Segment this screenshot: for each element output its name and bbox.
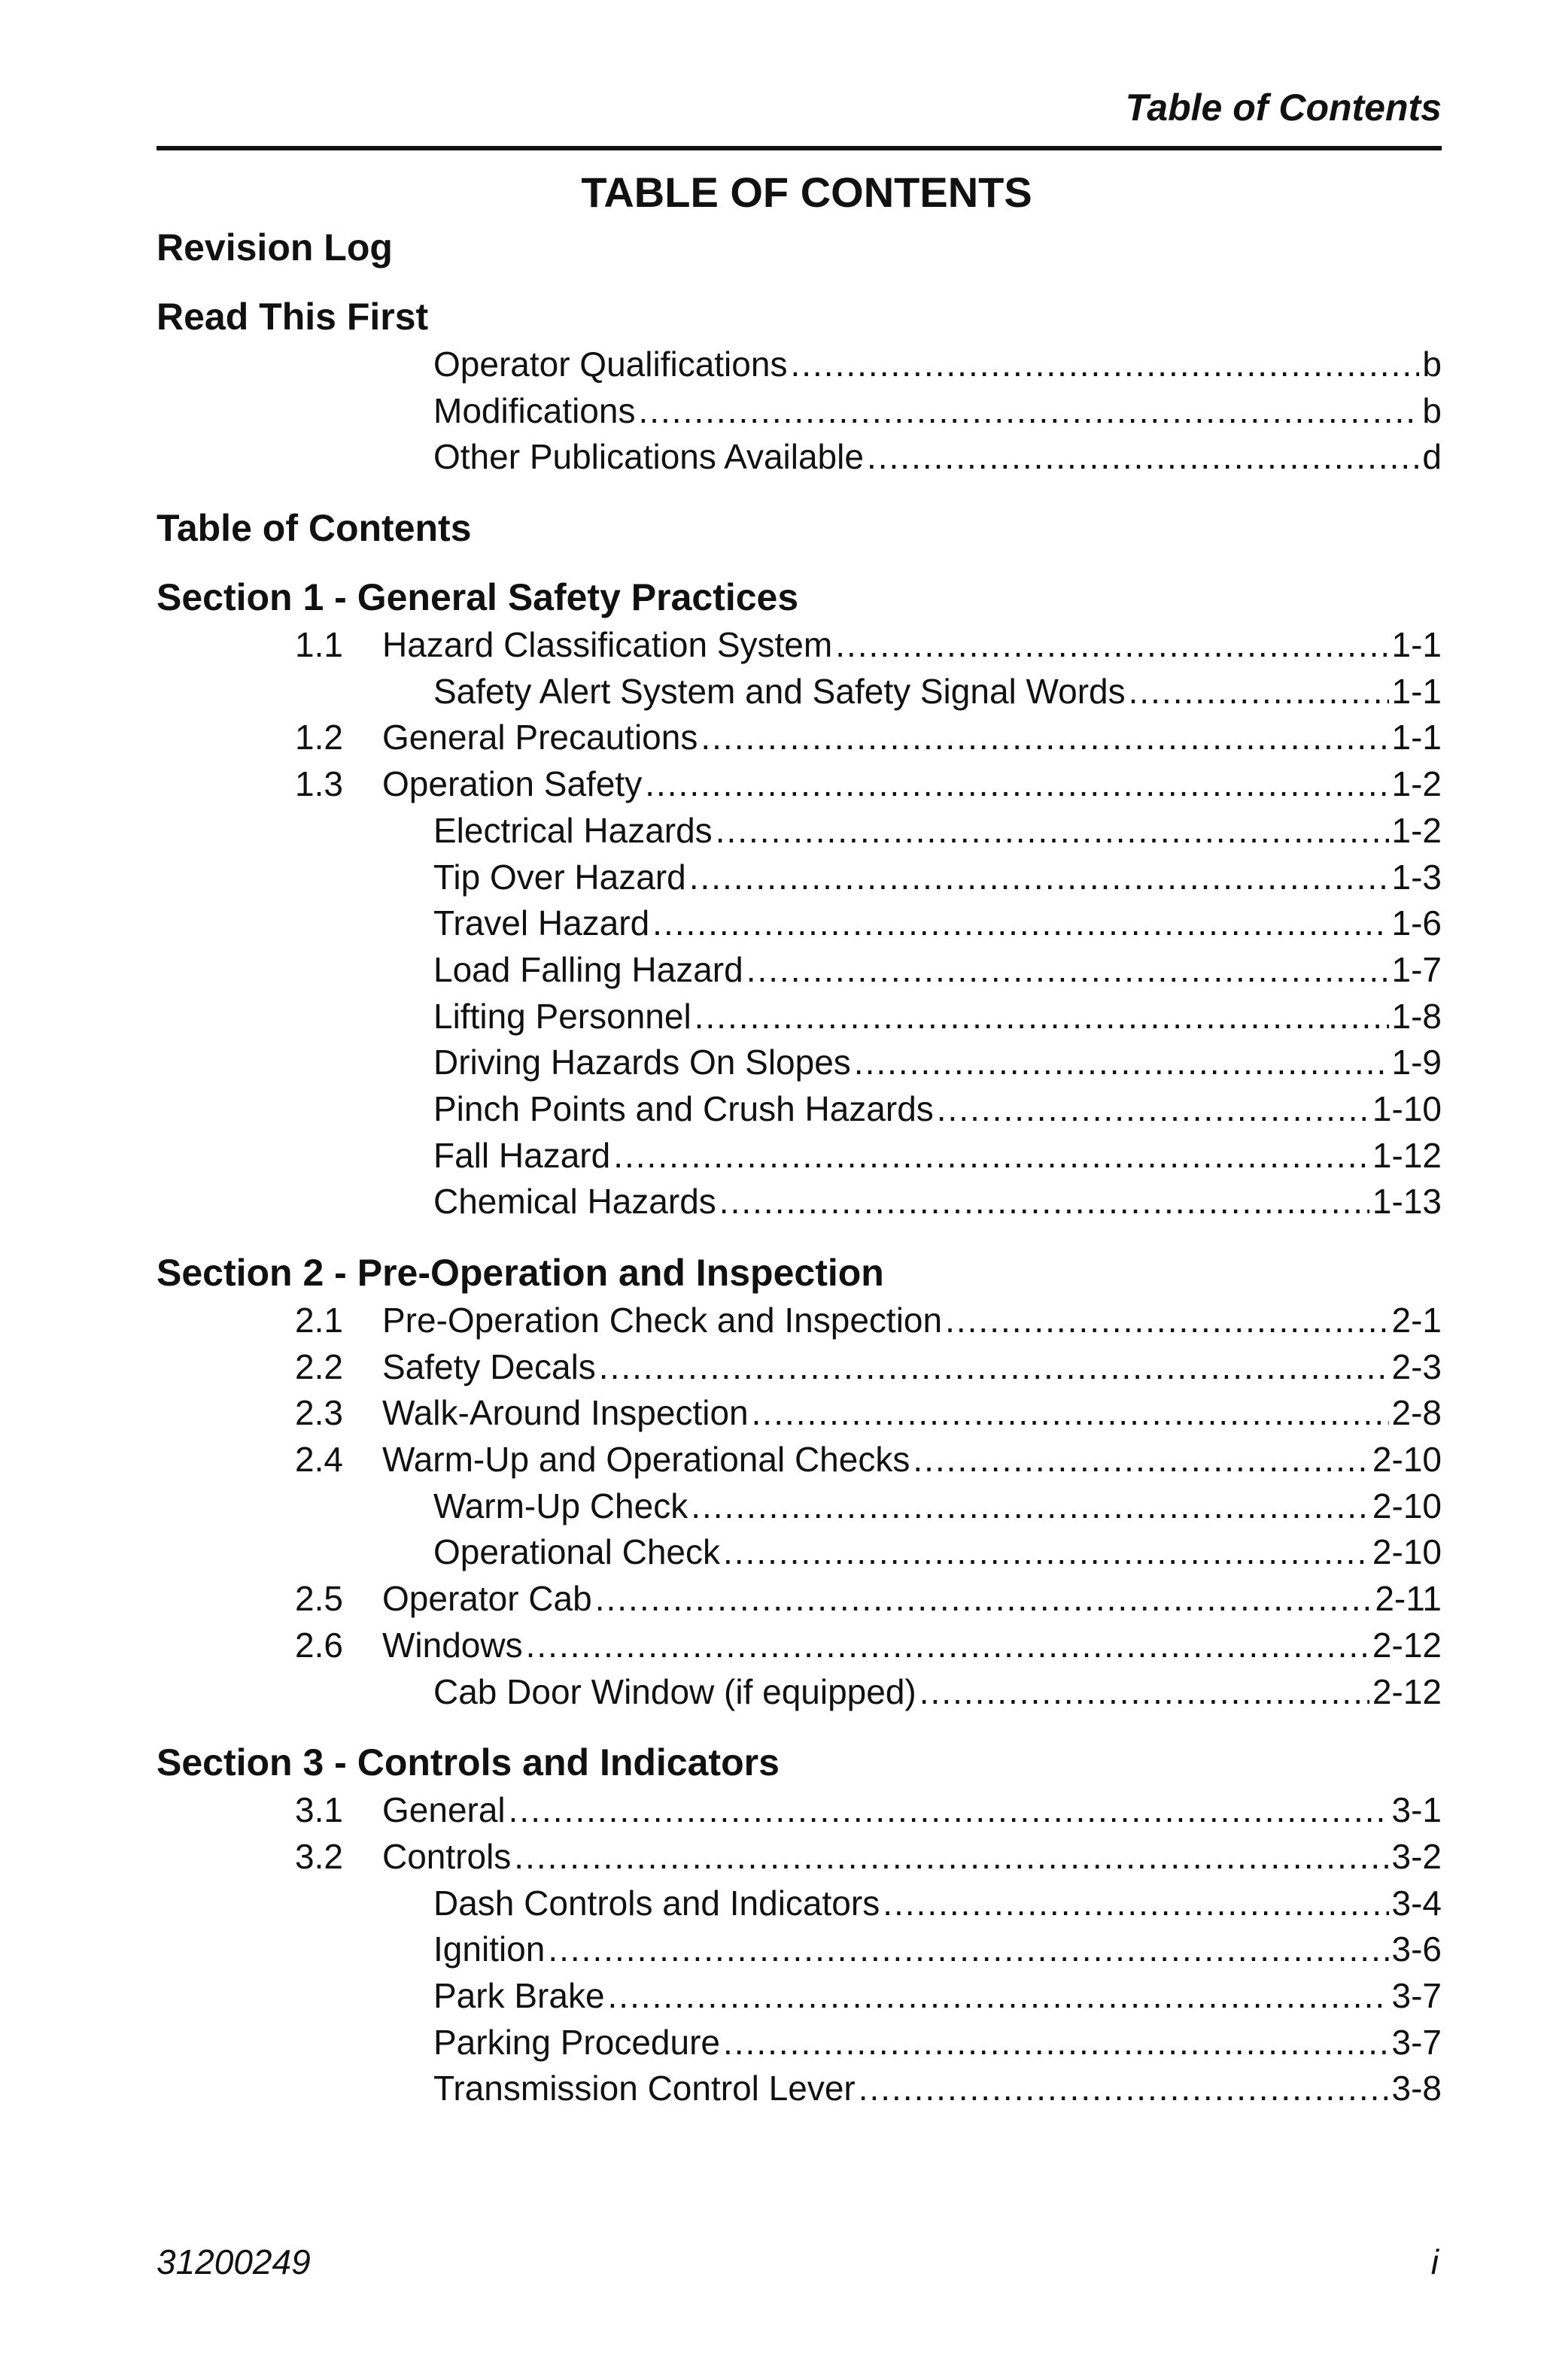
toc-entry-page: 3-6 [1391,1929,1442,1969]
toc-entry[interactable] [157,1344,1442,1391]
dot-leader [746,947,1389,994]
dot-leader [695,994,1389,1040]
header-rule [157,146,1442,150]
toc-section-heading[interactable]: Section 1 - General Safety Practices [157,576,799,619]
toc-entry-page: 1-13 [1372,1182,1442,1222]
toc-entry-page: 2-10 [1372,1440,1442,1480]
toc-entry-title: Transmission Control Lever [433,2069,856,2108]
dot-leader [790,342,1419,388]
toc-entry-title: Other Publications Available [433,437,864,477]
toc-entry[interactable] [157,1179,1442,1225]
dot-leader [835,622,1388,669]
toc-entry-number: 3.2 [295,1836,343,1876]
dot-leader [608,1973,1389,2020]
toc-entry-title: Fall Hazard [433,1135,611,1175]
toc-entry-title: Operation Safety [382,764,643,804]
toc-entry[interactable] [157,342,1442,388]
dot-leader [599,1344,1389,1391]
toc-entry-title: Cab Door Window (if equipped) [433,1671,916,1711]
toc-entry[interactable] [157,1437,1442,1483]
toc-entry[interactable] [157,1086,1442,1133]
toc-entry-page: b [1422,345,1442,384]
dot-leader [691,1483,1369,1530]
toc-entry[interactable] [157,994,1442,1040]
toc-entry[interactable] [157,2020,1442,2066]
toc-entry-title: Dash Controls and Indicators [433,1883,880,1923]
dot-leader [613,1133,1369,1179]
dot-leader [645,761,1388,808]
toc-entry-number: 2.1 [295,1301,343,1340]
toc-entry[interactable] [157,1133,1442,1179]
toc-entry[interactable] [157,388,1442,435]
dot-leader [752,1390,1389,1437]
toc-entry-list [157,1298,1442,1715]
toc-entry-title: Travel Hazard [433,903,650,943]
toc-entry-title: Walk-Around Inspection [382,1393,749,1433]
toc-entry-title: Operator Qualifications [433,345,788,384]
toc-entry[interactable] [157,1834,1442,1881]
toc-entry-title: Modifications [433,390,636,430]
toc-section-heading[interactable]: Table of Contents [157,507,472,550]
toc-entry-title: Operator Cab [382,1579,592,1619]
toc-section [157,575,1442,1225]
toc-entry-title: Electrical Hazards [433,810,713,850]
dot-leader [723,2020,1389,2066]
toc-entry[interactable] [157,1787,1442,1834]
toc-section-heading[interactable]: Section 2 - Pre-Operation and Inspection [157,1252,884,1294]
toc-entry-title: Chemical Hazards [433,1182,716,1222]
toc-entry-page: 1-9 [1391,1043,1442,1082]
dot-leader [716,808,1389,855]
dot-leader [701,715,1388,761]
dot-leader [945,1298,1388,1344]
toc-entry-list [157,342,1442,481]
toc-entry-title: Lifting Personnel [433,996,691,1036]
dot-leader [919,1669,1369,1716]
toc-section [157,295,1442,481]
toc-entry-title: Driving Hazards On Slopes [433,1043,851,1082]
page-title: TABLE OF CONTENTS [581,168,1032,216]
toc-entry[interactable] [157,1040,1442,1086]
toc-entry[interactable] [157,1669,1442,1716]
dot-leader [913,1437,1369,1483]
toc-entry-number: 1.3 [295,764,343,804]
toc-entry-page: 2-10 [1372,1532,1442,1572]
document-number: 31200249 [157,2242,311,2281]
dot-leader [859,2066,1389,2112]
toc-entry-page: 2-8 [1391,1393,1442,1433]
toc-entry-title: Windows [382,1625,523,1665]
toc-entry[interactable] [157,900,1442,947]
toc-entry-page: 1-1 [1391,671,1442,711]
toc-entry[interactable] [157,1576,1442,1623]
toc-section [157,506,1442,550]
toc-entry[interactable] [157,1529,1442,1576]
toc-section-heading[interactable]: Section 3 - Controls and Indicators [157,1741,780,1784]
toc-entry-title: Safety Alert System and Safety Signal Words [433,671,1126,711]
toc-entry[interactable] [157,1623,1442,1669]
dot-leader [652,900,1388,947]
toc-entry[interactable] [157,622,1442,669]
toc-section-heading[interactable]: Revision Log [157,226,393,269]
dot-leader [514,1834,1388,1881]
toc-entry-page: 1-2 [1391,810,1442,850]
toc-entry[interactable] [157,1881,1442,1927]
toc-entry[interactable] [157,947,1442,994]
dot-leader [638,388,1419,435]
toc-entry-title: Pinch Points and Crush Hazards [433,1088,934,1128]
dot-leader [689,855,1389,901]
toc-entry-page: 2-10 [1372,1486,1442,1525]
dot-leader [883,1881,1388,1927]
dot-leader [595,1576,1372,1623]
toc-entry-page: 2-1 [1391,1301,1442,1340]
toc-entry[interactable] [157,715,1442,761]
dot-leader [937,1086,1369,1133]
table-of-contents [157,226,1442,2112]
toc-entry-title: Warm-Up Check [433,1486,688,1525]
toc-entry[interactable] [157,1483,1442,1530]
toc-entry-number: 2.3 [295,1393,343,1433]
toc-entry-page: 1-1 [1391,718,1442,757]
toc-entry-page: 2-12 [1372,1671,1442,1711]
toc-entry-page: 3-8 [1391,2069,1442,2108]
toc-entry-page: 2-3 [1391,1346,1442,1386]
toc-entry-page: 3-7 [1391,1975,1442,2015]
toc-entry-list [157,1787,1442,2112]
toc-entry-title: General Precautions [382,718,698,757]
toc-entry-list [157,622,1442,1225]
toc-entry-page: 2-11 [1375,1579,1442,1619]
toc-entry-page: 1-7 [1391,949,1442,989]
toc-entry[interactable] [157,761,1442,808]
toc-entry-number: 1.2 [295,718,343,757]
toc-entry-number: 2.6 [295,1625,343,1665]
dot-leader [867,434,1419,481]
dot-leader [854,1040,1389,1086]
dot-leader [723,1529,1369,1576]
toc-entry-page: 3-1 [1391,1790,1442,1830]
toc-entry-title: Safety Decals [382,1346,596,1386]
toc-section [157,226,1442,269]
toc-entry-page: 1-12 [1372,1135,1442,1175]
toc-entry-page: b [1422,390,1442,430]
page-number: i [1430,2242,1439,2281]
toc-entry-page: 1-6 [1391,903,1442,943]
toc-entry-page: 1-8 [1391,996,1442,1036]
dot-leader [548,1926,1388,1973]
dot-leader [509,1787,1389,1834]
toc-entry-number: 1.1 [295,625,343,665]
toc-entry-page: 1-2 [1391,764,1442,804]
toc-entry[interactable] [157,1926,1442,1973]
toc-entry-page: 1-1 [1391,625,1442,665]
running-header-title: Table of Contents [1125,87,1442,129]
toc-entry-page: d [1422,437,1442,477]
toc-entry[interactable] [157,1298,1442,1344]
toc-entry-title: Parking Procedure [433,2022,720,2062]
toc-entry-title: General [382,1790,506,1830]
toc-entry[interactable] [157,1973,1442,2020]
toc-entry-number: 2.4 [295,1440,343,1480]
toc-entry-title: Tip Over Hazard [433,857,686,897]
toc-entry-title: Park Brake [433,1975,605,2015]
toc-entry-title: Controls [382,1836,512,1876]
toc-entry[interactable] [157,669,1442,715]
toc-entry[interactable] [157,1390,1442,1437]
toc-entry-number: 2.5 [295,1579,343,1619]
toc-entry-page: 1-10 [1372,1088,1442,1128]
toc-entry-page: 3-4 [1391,1883,1442,1923]
toc-entry[interactable] [157,855,1442,901]
dot-leader [526,1623,1369,1669]
toc-entry-number: 3.1 [295,1790,343,1830]
toc-entry-page: 3-7 [1391,2022,1442,2062]
toc-entry-title: Hazard Classification System [382,625,833,665]
toc-section-heading[interactable]: Read This First [157,296,429,338]
toc-entry-title: Ignition [433,1929,546,1969]
toc-entry-title: Warm-Up and Operational Checks [382,1440,910,1480]
toc-entry[interactable] [157,434,1442,481]
toc-entry-number: 2.2 [295,1346,343,1386]
toc-section [157,1251,1442,1715]
toc-entry-page: 2-12 [1372,1625,1442,1665]
toc-entry[interactable] [157,808,1442,855]
toc-entry-page: 1-3 [1391,857,1442,897]
toc-entry-title: Load Falling Hazard [433,949,743,989]
dot-leader [719,1179,1369,1225]
toc-section [157,1741,1442,2112]
toc-entry[interactable] [157,2066,1442,2112]
toc-entry-title: Pre-Operation Check and Inspection [382,1301,943,1340]
toc-entry-title: Operational Check [433,1532,720,1572]
dot-leader [1129,669,1389,715]
toc-entry-page: 3-2 [1391,1836,1442,1876]
